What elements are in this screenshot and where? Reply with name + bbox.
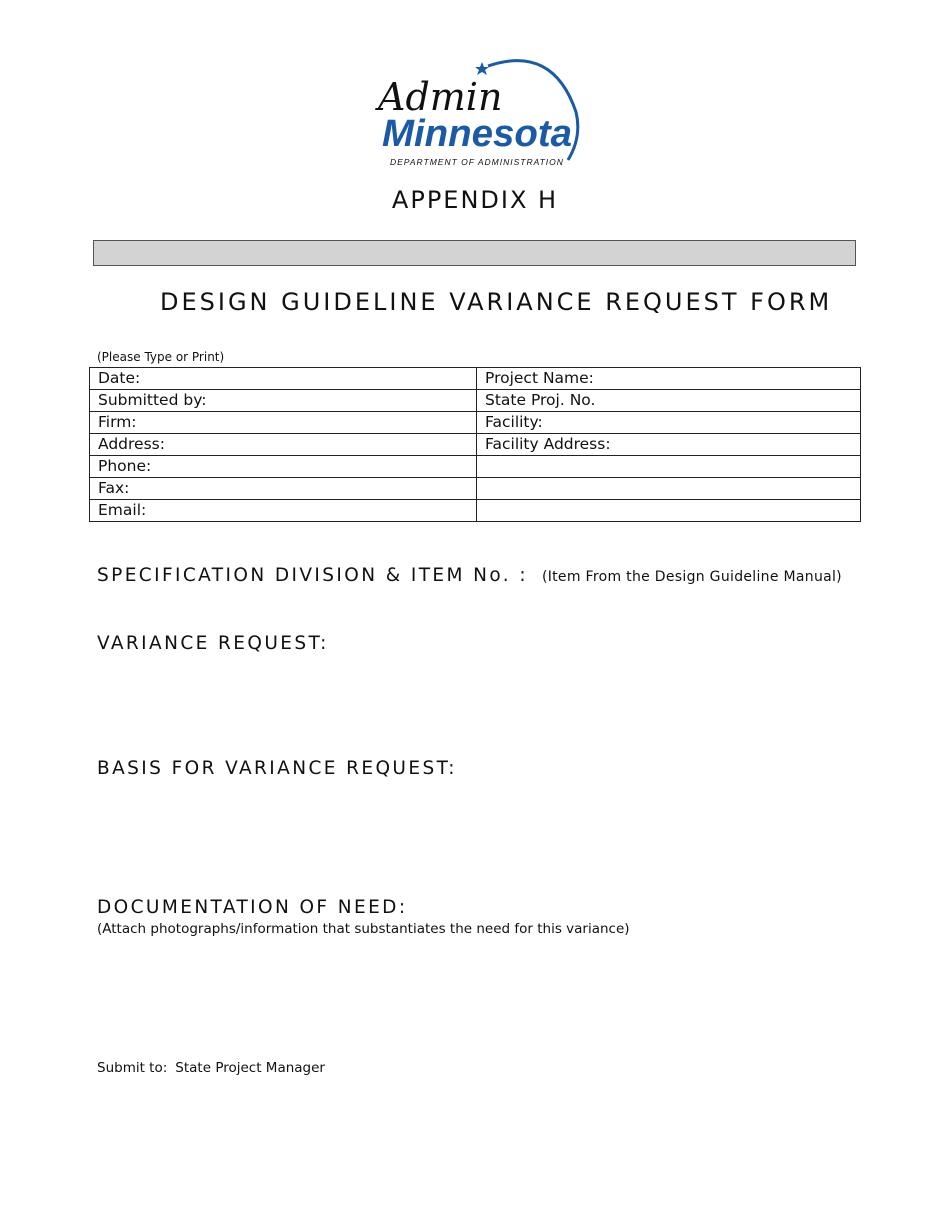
admin-minnesota-logo [368, 52, 588, 172]
state-proj-no-field[interactable]: State Proj. No. [477, 390, 861, 412]
firm-field[interactable]: Firm: [90, 412, 477, 434]
project-name-field[interactable]: Project Name: [477, 368, 861, 390]
appendix-heading: APPENDIX H [391, 186, 559, 214]
address-field[interactable]: Address: [90, 434, 477, 456]
spec-division-label: SPECIFICATION DIVISION & ITEM No. : [97, 565, 528, 586]
blank-field[interactable] [477, 478, 861, 500]
logo-brand-text: Minnesota [382, 113, 572, 155]
info-table [89, 367, 861, 522]
fax-field[interactable]: Fax: [90, 478, 477, 500]
submit-to-line [97, 1060, 325, 1076]
basis-for-variance-label: BASIS FOR VARIANCE REQUEST: [97, 758, 457, 779]
facility-address-field[interactable]: Facility Address: [477, 434, 861, 456]
table-row [90, 500, 861, 522]
date-field[interactable]: Date: [90, 368, 477, 390]
email-field[interactable]: Email: [90, 500, 477, 522]
table-row [90, 434, 861, 456]
blank-field[interactable] [477, 456, 861, 478]
spec-division-section [97, 565, 842, 586]
blank-field[interactable] [477, 500, 861, 522]
documentation-note: (Attach photographs/information that substantiates the need for this variance) [97, 921, 630, 937]
submit-to-label: Submit to: [97, 1060, 168, 1076]
logo-script-text: Admin [378, 75, 503, 119]
print-note: (Please Type or Print) [97, 350, 225, 364]
table-row [90, 390, 861, 412]
table-row [90, 412, 861, 434]
submit-to-value: State Project Manager [175, 1060, 325, 1076]
table-row [90, 478, 861, 500]
logo-tagline: DEPARTMENT OF ADMINISTRATION [390, 157, 564, 167]
documentation-of-need-label: DOCUMENTATION OF NEED: [97, 897, 408, 918]
table-row [90, 368, 861, 390]
gray-divider-bar [93, 240, 856, 266]
variance-request-label: VARIANCE REQUEST: [97, 633, 329, 654]
submitted-by-field[interactable]: Submitted by: [90, 390, 477, 412]
table-row [90, 456, 861, 478]
facility-field[interactable]: Facility: [477, 412, 861, 434]
star-icon [475, 62, 489, 75]
spec-division-note: (Item From the Design Guideline Manual) [541, 569, 842, 585]
form-title: DESIGN GUIDELINE VARIANCE REQUEST FORM [160, 288, 833, 316]
phone-field[interactable]: Phone: [90, 456, 477, 478]
